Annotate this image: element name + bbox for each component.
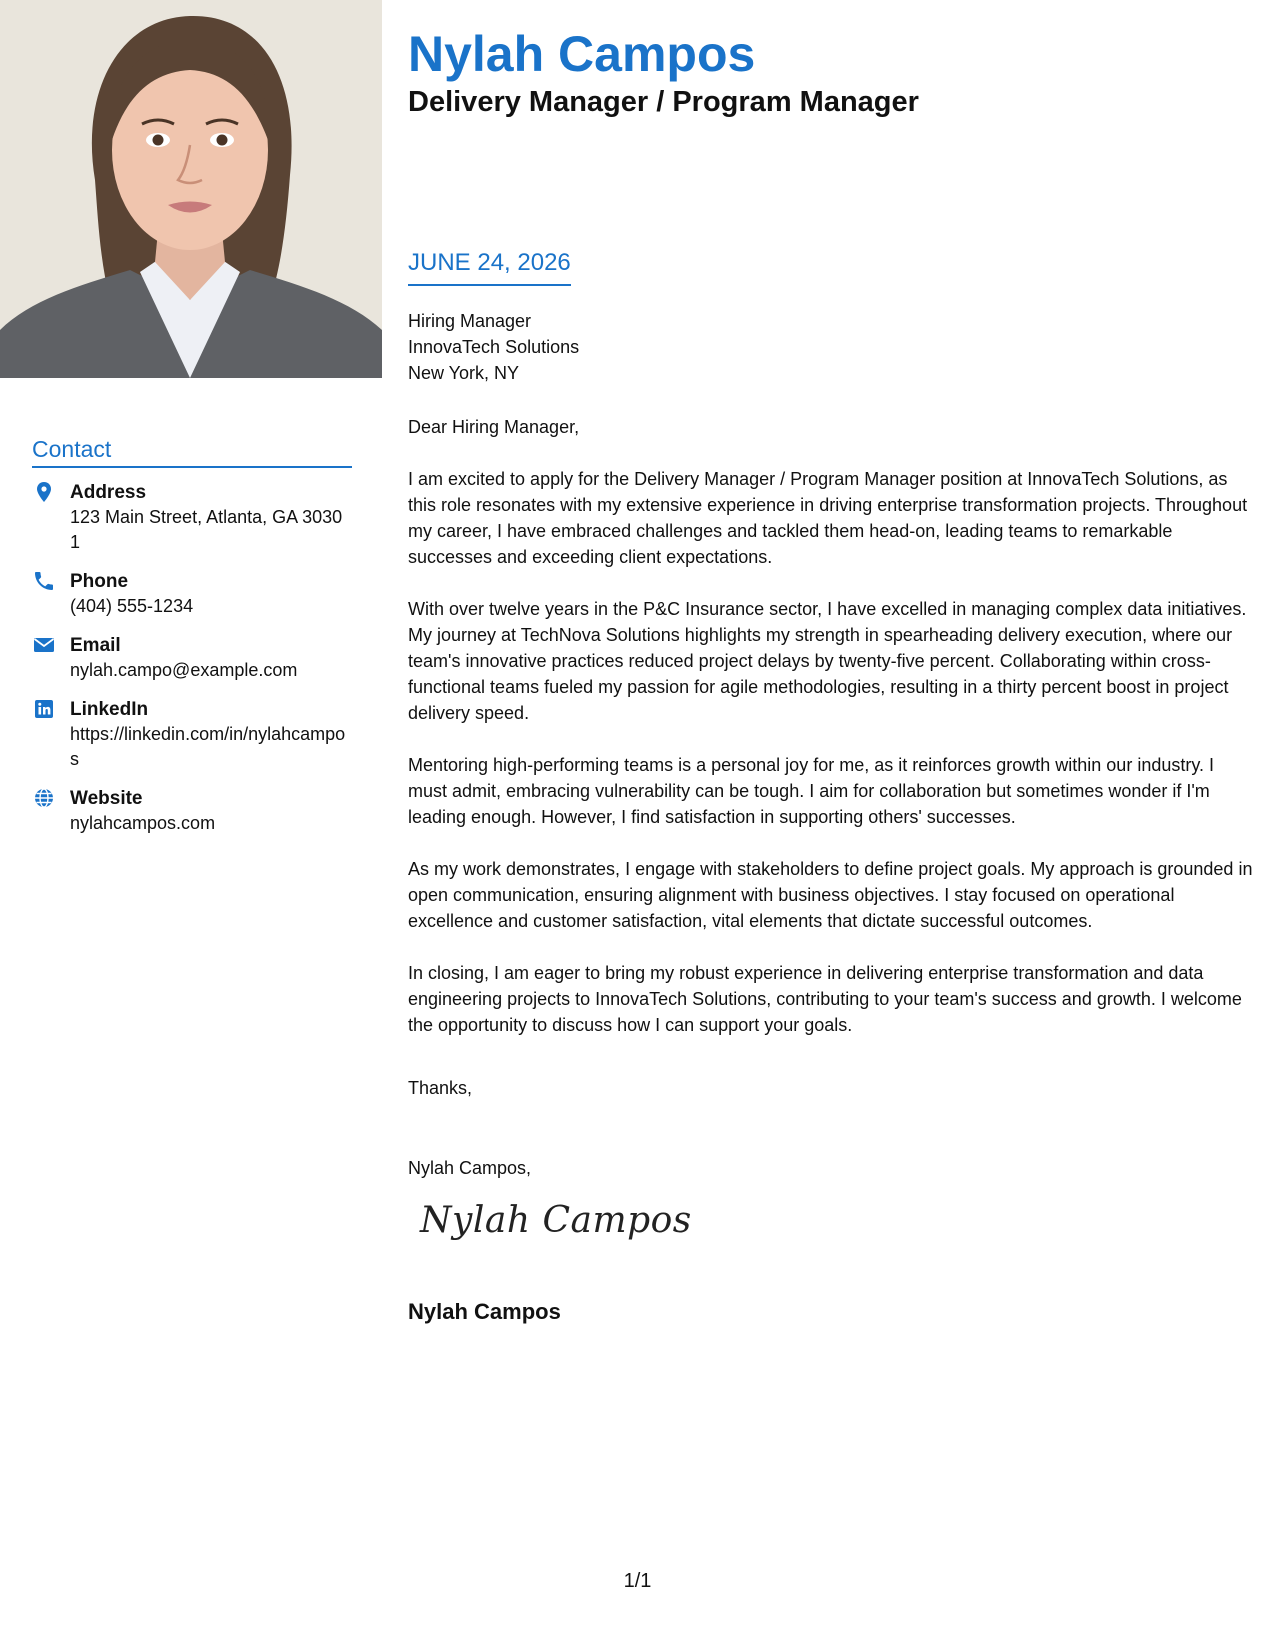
paragraph: As my work demonstrates, I engage with stakeholders to define project goals. My approach is grounded in open communication, ensuring alignment with business objectives. I stay focused on operational excellence and customer satisfaction, vital elements that dictate successful outcomes.: [408, 859, 1253, 931]
signoff: Nylah Campos,: [408, 1158, 532, 1178]
paragraph: With over twelve years in the P&C Insurance sector, I have excelled in managing complex data initiatives. My journey at TechNova Solutions highlights my strength in spearheading delivery execution, where our team's innovative practices reduced project delays by twenty-five percent. Collaborating within cross-functional teams fueled my passion for agile methodologies, resulting in a thirty percent boost in project delivery speed.: [408, 599, 1247, 723]
contact-list: [32, 480, 352, 836]
contact-item-email: [32, 633, 352, 683]
phone-value: (404) 555-1234: [70, 596, 194, 616]
contact-item-address: [32, 480, 352, 555]
applicant-name: Nylah Campos: [408, 26, 756, 82]
recipient-location: New York, NY: [408, 363, 520, 383]
final-name: Nylah Campos: [408, 1299, 561, 1324]
letter-date: JUNE 24, 2026: [408, 248, 571, 286]
closing: Thanks,: [408, 1078, 473, 1098]
paragraph: Mentoring high-performing teams is a personal joy for me, as it reinforces growth within our industry. I must admit, embracing vulnerability can be tough. I aim for collaboration but sometimes wonder if I'm leading enough. However, I find satisfaction in supporting others' successes.: [408, 755, 1215, 827]
paragraph: In closing, I am eager to bring my robust experience in delivering enterprise transformation and data engineering projects to InnovaTech Solutions, contributing to your team's success and growth. I welcome the opportunity to discuss how I can support your goals.: [408, 963, 1242, 1035]
signature: [420, 1200, 692, 1241]
signature-text: Nylah Campos: [420, 1200, 692, 1241]
globe-icon: [32, 786, 56, 810]
linkedin-icon: [32, 697, 56, 721]
portrait-illustration: [0, 0, 382, 378]
recipient-block: [408, 308, 579, 386]
linkedin-label: LinkedIn: [70, 699, 149, 720]
sidebar: [32, 436, 352, 850]
letter-body: [408, 414, 1256, 1064]
header: [408, 24, 1248, 120]
paragraph: I am excited to apply for the Delivery Manager / Program Manager position at InnovaTech Solutions, as this role resonates with my extensive experience in driving enterprise transformation projects. Throughout my career, I have embraced challenges and tackled them head-on, leading teams to remarkable successes and exceeding client expectations.: [408, 469, 1248, 567]
phone-label: Phone: [70, 571, 129, 592]
contact-item-linkedin: [32, 697, 352, 772]
salutation: Dear Hiring Manager,: [408, 417, 580, 437]
contact-heading: Contact: [32, 436, 352, 468]
email-value[interactable]: nylah.campo@example.com: [70, 660, 298, 680]
recipient-company: InnovaTech Solutions: [408, 337, 580, 357]
contact-item-phone: [32, 569, 352, 619]
address-value: 123 Main Street, Atlanta, GA 30301: [70, 507, 343, 552]
contact-item-website: [32, 786, 352, 836]
recipient-title: Hiring Manager: [408, 311, 532, 331]
applicant-role: Delivery Manager / Program Manager: [408, 86, 919, 118]
page-number: 1/1: [623, 1570, 652, 1592]
linkedin-value[interactable]: https://linkedin.com/in/nylahcampos: [70, 724, 346, 769]
envelope-icon: [32, 633, 56, 657]
map-pin-icon: [32, 480, 56, 504]
website-value[interactable]: nylahcampos.com: [70, 813, 216, 833]
email-label: Email: [70, 635, 121, 656]
profile-photo: [0, 0, 382, 378]
address-label: Address: [70, 482, 147, 503]
website-label: Website: [70, 788, 143, 809]
phone-icon: [32, 569, 56, 593]
